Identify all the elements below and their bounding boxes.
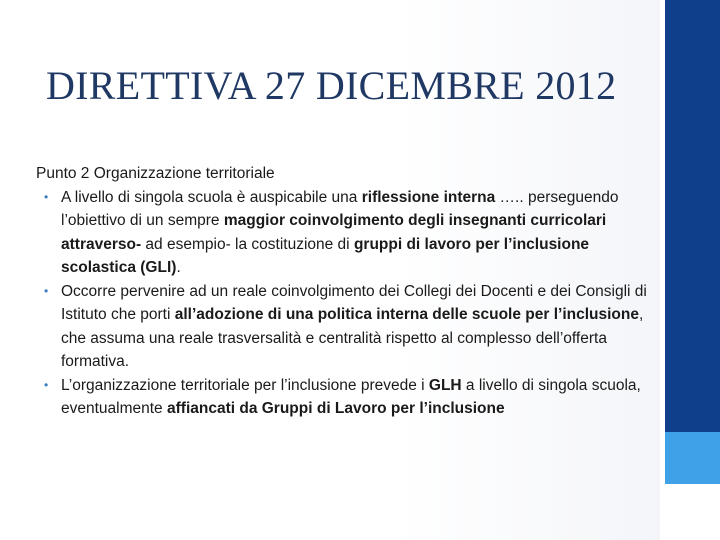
decorative-band-light — [665, 432, 720, 484]
bullet-dot-icon: • — [44, 377, 49, 392]
slide-content — [36, 162, 666, 421]
slide-title: DIRETTIVA 27 DICEMBRE 2012 — [46, 63, 617, 108]
bullet-list — [36, 186, 666, 421]
bullet-item — [36, 374, 666, 421]
slide-subtitle: Punto 2 Organizzazione territoriale — [36, 165, 275, 182]
bullet-text: A livello di singola scuola è auspicabile una riflessione interna ….. perseguendo l’obiettivo di un sempre maggior coinvolgimento degli insegnanti curricolari attraverso- ad esempio- la costituzione di gruppi di lavoro per l’inclusione scolastica (GLI). — [61, 188, 619, 276]
decorative-band-white — [665, 484, 720, 540]
bullet-item — [36, 186, 666, 280]
bullet-dot-icon: • — [44, 283, 49, 298]
bullet-dot-icon: • — [44, 189, 49, 204]
bullet-text: Occorre pervenire ad un reale coinvolgimento dei Collegi dei Docenti e dei Consigli di Istituto che porti all’adozione di una politica interna delle scuole per l’inclusione, che assuma una reale trasversalità e centralità rispetto al complesso dell’offerta formativa. — [61, 282, 647, 370]
bullet-text: L’organizzazione territoriale per l’inclusione prevede i GLH a livello di singola scuola, eventualmente affiancati da Gruppi di Lavoro per l’inclusione — [61, 376, 641, 417]
bullet-item — [36, 280, 666, 374]
